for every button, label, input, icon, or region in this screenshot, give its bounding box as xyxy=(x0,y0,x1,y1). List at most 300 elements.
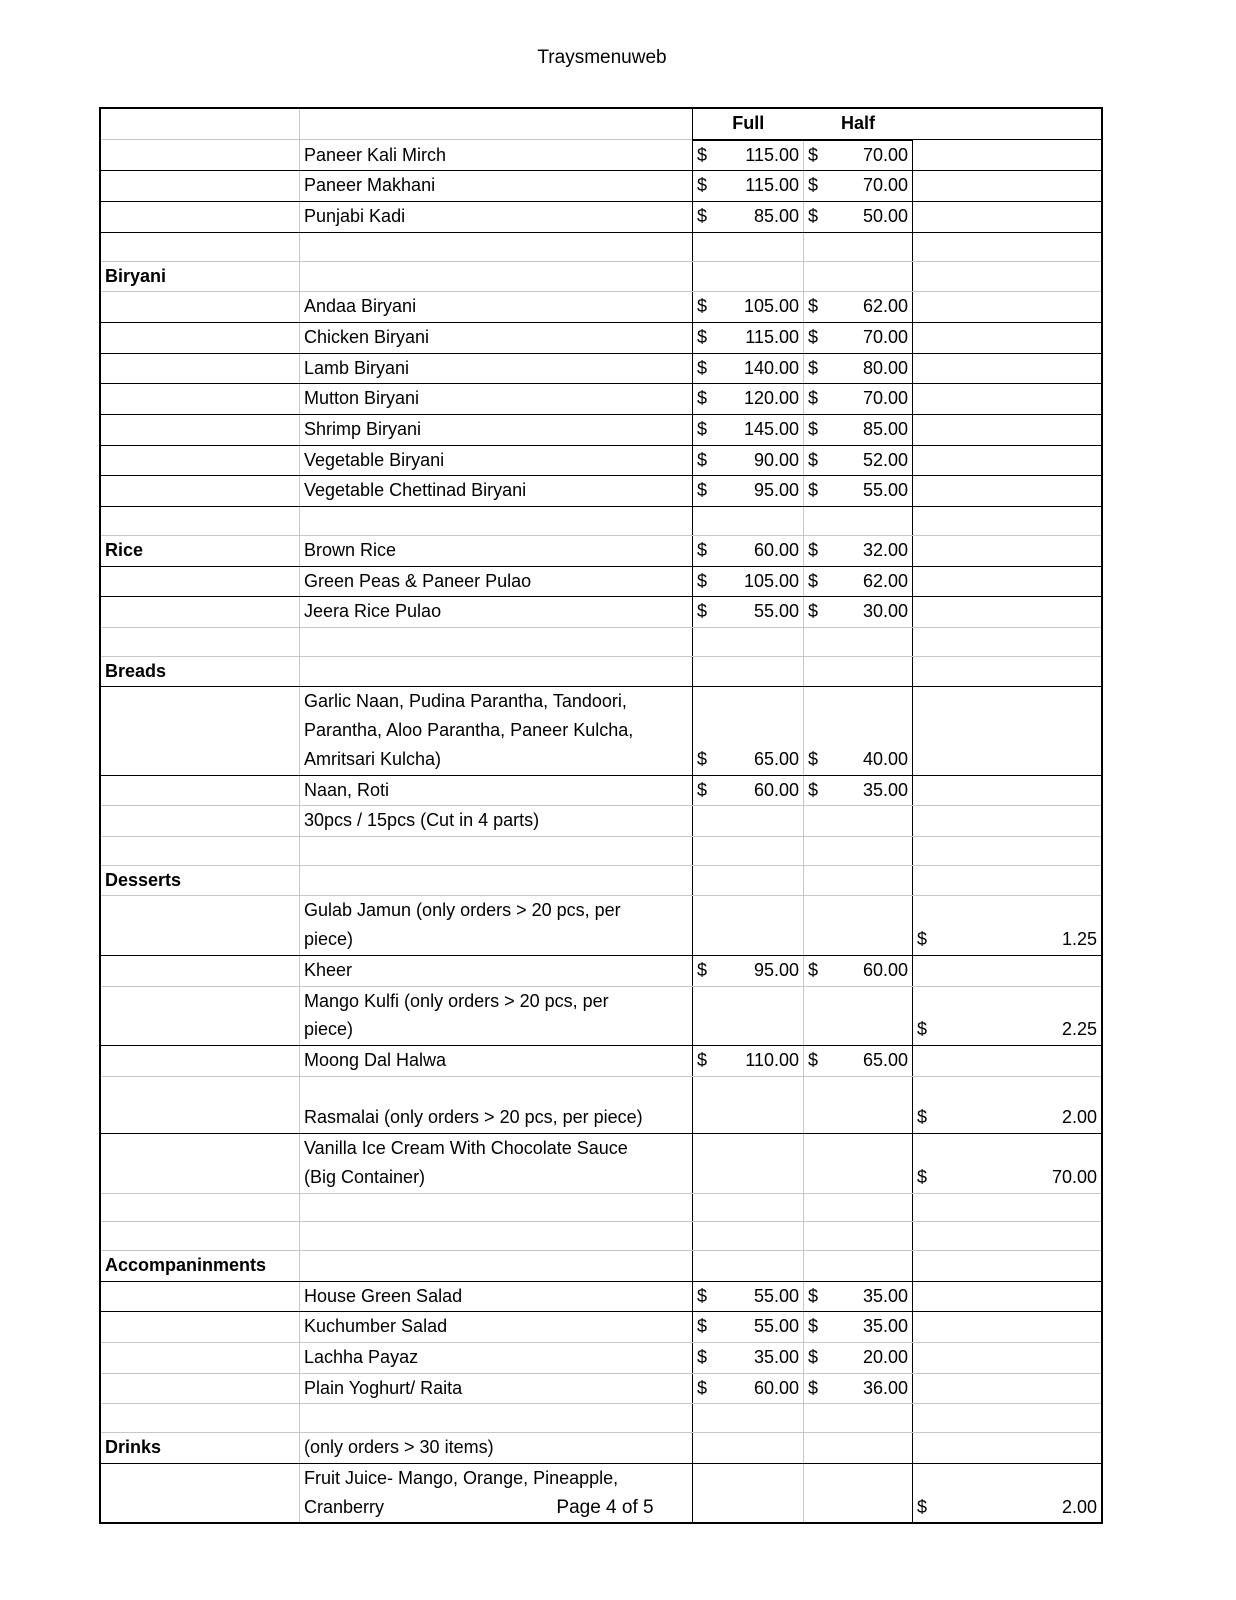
half-price xyxy=(804,232,913,261)
category-label xyxy=(100,353,300,384)
item-name xyxy=(300,1193,693,1222)
price-value: 55.00 xyxy=(862,480,908,501)
price-value: 55.00 xyxy=(753,601,799,622)
price-value: 1.25 xyxy=(1061,929,1097,950)
currency-symbol: $ xyxy=(808,357,819,378)
currency-symbol: $ xyxy=(808,959,819,980)
unit-price xyxy=(913,566,1103,597)
category-label xyxy=(100,415,300,446)
currency-symbol: $ xyxy=(697,1285,708,1306)
unit-price xyxy=(913,384,1103,415)
category-label xyxy=(100,628,300,657)
full-price xyxy=(693,955,804,986)
item-name: Vegetable Chettinad Biryani xyxy=(300,476,693,507)
price-value: 2.00 xyxy=(1061,1496,1097,1517)
price-value: 95.00 xyxy=(753,959,799,980)
currency-symbol: $ xyxy=(808,1347,819,1368)
half-price xyxy=(804,535,913,566)
table-row xyxy=(100,1343,1102,1374)
currency-symbol: $ xyxy=(697,419,708,440)
currency-symbol: $ xyxy=(808,570,819,591)
blank-row xyxy=(100,1404,1102,1433)
unit-price xyxy=(913,1045,1103,1076)
unit-price xyxy=(913,775,1103,806)
full-price xyxy=(693,865,804,896)
currency-symbol: $ xyxy=(808,419,819,440)
table-row xyxy=(100,896,1102,955)
category-label xyxy=(100,476,300,507)
unit-price xyxy=(913,1404,1103,1433)
category-row xyxy=(100,261,1102,292)
price-value: 32.00 xyxy=(862,539,908,560)
half-price xyxy=(804,1404,913,1433)
currency-symbol: $ xyxy=(808,1316,819,1337)
full-price xyxy=(693,322,804,353)
currency-symbol: $ xyxy=(697,1377,708,1398)
item-name xyxy=(300,507,693,536)
item-name xyxy=(300,232,693,261)
full-price xyxy=(693,445,804,476)
table-row xyxy=(100,1281,1102,1312)
price-value: 70.00 xyxy=(862,175,908,196)
full-price xyxy=(693,384,804,415)
category-row xyxy=(100,656,1102,687)
unit-price xyxy=(913,353,1103,384)
item-name: Rasmalai (only orders > 20 pcs, per piece) xyxy=(300,1076,693,1133)
table-row xyxy=(100,415,1102,446)
unit-price xyxy=(913,656,1103,687)
item-name: Andaa Biryani xyxy=(300,292,693,323)
price-value: 20.00 xyxy=(862,1347,908,1368)
full-price xyxy=(693,896,804,955)
currency-symbol: $ xyxy=(697,539,708,560)
category-label xyxy=(100,1373,300,1404)
half-price xyxy=(804,1222,913,1251)
unit-price xyxy=(913,628,1103,657)
unit-price xyxy=(913,292,1103,323)
currency-symbol: $ xyxy=(697,449,708,470)
item-name: Jeera Rice Pulao xyxy=(300,597,693,628)
category-row xyxy=(100,1433,1102,1464)
half-price xyxy=(804,415,913,446)
unit-price xyxy=(913,1373,1103,1404)
price-value: 120.00 xyxy=(743,388,799,409)
price-value: 2.00 xyxy=(1061,1107,1097,1128)
price-value: 140.00 xyxy=(743,357,799,378)
currency-symbol: $ xyxy=(697,357,708,378)
category-label xyxy=(100,836,300,865)
currency-symbol: $ xyxy=(697,601,708,622)
full-price xyxy=(693,1250,804,1281)
column-header-full: Full xyxy=(693,108,804,140)
category-label xyxy=(100,986,300,1045)
price-value: 95.00 xyxy=(753,480,799,501)
currency-symbol: $ xyxy=(808,779,819,800)
currency-symbol: $ xyxy=(808,144,819,165)
currency-symbol: $ xyxy=(697,388,708,409)
currency-symbol: $ xyxy=(808,1377,819,1398)
category-label: Accompaninments xyxy=(100,1250,300,1281)
price-value: 115.00 xyxy=(745,144,799,165)
unit-price xyxy=(913,1076,1103,1133)
blank-row xyxy=(100,232,1102,261)
unit-price xyxy=(913,232,1103,261)
blank-row xyxy=(100,1222,1102,1251)
item-name: (only orders > 30 items) xyxy=(300,1433,693,1464)
currency-symbol: $ xyxy=(808,206,819,227)
currency-symbol: $ xyxy=(697,959,708,980)
full-price xyxy=(693,1134,804,1193)
price-value: 115.00 xyxy=(745,175,799,196)
item-name: Mutton Biryani xyxy=(300,384,693,415)
unit-price xyxy=(913,836,1103,865)
unit-price xyxy=(913,171,1103,202)
item-name: Plain Yoghurt/ Raita xyxy=(300,1373,693,1404)
category-label: Biryani xyxy=(100,261,300,292)
full-price xyxy=(693,415,804,446)
category-label xyxy=(100,507,300,536)
full-price xyxy=(693,1076,804,1133)
currency-symbol: $ xyxy=(697,206,708,227)
half-price xyxy=(804,1281,913,1312)
item-name: 30pcs / 15pcs (Cut in 4 parts) xyxy=(300,806,693,837)
item-name xyxy=(300,656,693,687)
category-row xyxy=(100,1250,1102,1281)
full-price xyxy=(693,507,804,536)
price-value: 52.00 xyxy=(862,449,908,470)
price-value: 115.00 xyxy=(745,326,799,347)
currency-symbol: $ xyxy=(697,570,708,591)
table-row xyxy=(100,566,1102,597)
item-name xyxy=(300,865,693,896)
category-label xyxy=(100,140,300,171)
item-name xyxy=(300,1404,693,1433)
item-name: Garlic Naan, Pudina Parantha, Tandoori, Parantha, Aloo Parantha, Paneer Kulcha, Amritsari Kulcha) xyxy=(300,687,693,775)
half-price xyxy=(804,656,913,687)
currency-symbol: $ xyxy=(808,1285,819,1306)
full-price xyxy=(693,1373,804,1404)
price-value: 50.00 xyxy=(862,206,908,227)
unit-price xyxy=(913,1343,1103,1374)
price-value: 145.00 xyxy=(743,419,799,440)
menu-price-table xyxy=(99,107,1103,1524)
half-price xyxy=(804,986,913,1045)
currency-symbol: $ xyxy=(917,929,928,950)
table-row xyxy=(100,986,1102,1045)
currency-symbol: $ xyxy=(808,539,819,560)
table-row xyxy=(100,1312,1102,1343)
price-value: 60.00 xyxy=(862,959,908,980)
currency-symbol: $ xyxy=(697,1347,708,1368)
unit-price xyxy=(913,1250,1103,1281)
unit-price xyxy=(913,597,1103,628)
item-name: Lamb Biryani xyxy=(300,353,693,384)
unit-price xyxy=(913,445,1103,476)
item-name: Lachha Payaz xyxy=(300,1343,693,1374)
full-price xyxy=(693,597,804,628)
currency-symbol: $ xyxy=(697,1049,708,1070)
unit-price xyxy=(913,261,1103,292)
table-row xyxy=(100,476,1102,507)
table-row xyxy=(100,140,1102,171)
price-value: 90.00 xyxy=(753,449,799,470)
table-row xyxy=(100,445,1102,476)
item-name: Moong Dal Halwa xyxy=(300,1045,693,1076)
blank-row xyxy=(100,1193,1102,1222)
item-name: Shrimp Biryani xyxy=(300,415,693,446)
table-row xyxy=(100,1373,1102,1404)
unit-price xyxy=(913,1281,1103,1312)
price-value: 62.00 xyxy=(862,296,908,317)
full-price xyxy=(693,1281,804,1312)
category-label xyxy=(100,806,300,837)
category-label xyxy=(100,1045,300,1076)
unit-price xyxy=(913,955,1103,986)
category-label xyxy=(100,322,300,353)
category-label: Breads xyxy=(100,656,300,687)
unit-price xyxy=(913,896,1103,955)
category-label xyxy=(100,1312,300,1343)
price-value: 55.00 xyxy=(753,1285,799,1306)
full-price xyxy=(693,1404,804,1433)
item-name: Vanilla Ice Cream With Chocolate Sauce (Big Container) xyxy=(300,1134,693,1193)
full-price xyxy=(693,687,804,775)
currency-symbol: $ xyxy=(808,480,819,501)
half-price xyxy=(804,353,913,384)
half-price xyxy=(804,1045,913,1076)
category-label xyxy=(100,1193,300,1222)
category-label xyxy=(100,566,300,597)
category-label xyxy=(100,202,300,233)
item-name xyxy=(300,1250,693,1281)
full-price xyxy=(693,806,804,837)
unit-price xyxy=(913,535,1103,566)
price-value: 35.00 xyxy=(862,1316,908,1337)
price-value: 35.00 xyxy=(862,1285,908,1306)
full-price xyxy=(693,232,804,261)
unit-price xyxy=(913,687,1103,775)
category-label: Desserts xyxy=(100,865,300,896)
table-row xyxy=(100,384,1102,415)
blank-row xyxy=(100,836,1102,865)
half-price xyxy=(804,261,913,292)
half-price xyxy=(804,597,913,628)
item-name: Chicken Biryani xyxy=(300,322,693,353)
currency-symbol: $ xyxy=(808,296,819,317)
price-value: 70.00 xyxy=(862,388,908,409)
half-price xyxy=(804,628,913,657)
full-price xyxy=(693,628,804,657)
category-label xyxy=(100,1404,300,1433)
currency-symbol: $ xyxy=(697,779,708,800)
price-value: 60.00 xyxy=(753,1377,799,1398)
item-name: Naan, Roti xyxy=(300,775,693,806)
column-header-half: Half xyxy=(804,108,913,140)
half-price xyxy=(804,1343,913,1374)
unit-price xyxy=(913,865,1103,896)
currency-symbol: $ xyxy=(808,175,819,196)
category-label xyxy=(100,1343,300,1374)
category-label xyxy=(100,955,300,986)
currency-symbol: $ xyxy=(917,1166,928,1187)
item-name xyxy=(300,261,693,292)
half-price xyxy=(804,687,913,775)
category-label xyxy=(100,1222,300,1251)
table-row xyxy=(100,1134,1102,1193)
half-price xyxy=(804,896,913,955)
unit-price xyxy=(913,1134,1103,1193)
table-row xyxy=(100,1045,1102,1076)
full-price xyxy=(693,261,804,292)
currency-symbol: $ xyxy=(697,748,708,769)
price-value: 80.00 xyxy=(862,357,908,378)
half-price xyxy=(804,865,913,896)
price-value: 70.00 xyxy=(1051,1166,1097,1187)
category-label xyxy=(100,597,300,628)
category-label xyxy=(100,1076,300,1133)
half-price xyxy=(804,1134,913,1193)
currency-symbol: $ xyxy=(697,175,708,196)
price-value: 65.00 xyxy=(862,1049,908,1070)
item-name: Mango Kulfi (only orders > 20 pcs, per piece) xyxy=(300,986,693,1045)
full-price xyxy=(693,476,804,507)
category-label xyxy=(100,445,300,476)
price-value: 2.25 xyxy=(1061,1019,1097,1040)
price-value: 35.00 xyxy=(753,1347,799,1368)
price-value: 105.00 xyxy=(743,570,799,591)
half-price xyxy=(804,140,913,171)
unit-price xyxy=(913,1222,1103,1251)
table-row xyxy=(100,202,1102,233)
table-row xyxy=(100,292,1102,323)
table-row xyxy=(100,171,1102,202)
price-value: 35.00 xyxy=(862,779,908,800)
currency-symbol: $ xyxy=(808,449,819,470)
table-row xyxy=(100,353,1102,384)
category-label xyxy=(100,171,300,202)
half-price xyxy=(804,566,913,597)
unit-price xyxy=(913,140,1103,171)
category-label: Drinks xyxy=(100,1433,300,1464)
category-label xyxy=(100,775,300,806)
unit-price xyxy=(913,322,1103,353)
currency-symbol: $ xyxy=(808,748,819,769)
half-price xyxy=(804,384,913,415)
item-name xyxy=(300,1222,693,1251)
half-price xyxy=(804,292,913,323)
table-row xyxy=(100,806,1102,837)
category-label xyxy=(100,232,300,261)
category-row xyxy=(100,865,1102,896)
full-price xyxy=(693,836,804,865)
full-price xyxy=(693,535,804,566)
price-value: 36.00 xyxy=(862,1377,908,1398)
currency-symbol: $ xyxy=(808,1049,819,1070)
currency-symbol: $ xyxy=(917,1107,928,1128)
item-name: Kheer xyxy=(300,955,693,986)
unit-price xyxy=(913,476,1103,507)
price-value: 30.00 xyxy=(862,601,908,622)
item-name xyxy=(300,836,693,865)
item-name: Brown Rice xyxy=(300,535,693,566)
category-label xyxy=(100,896,300,955)
currency-symbol: $ xyxy=(808,388,819,409)
currency-symbol: $ xyxy=(697,144,708,165)
price-value: 60.00 xyxy=(753,779,799,800)
price-value: 65.00 xyxy=(753,748,799,769)
full-price xyxy=(693,202,804,233)
currency-symbol: $ xyxy=(808,326,819,347)
category-label: Rice xyxy=(100,535,300,566)
table-row xyxy=(100,955,1102,986)
category-label xyxy=(100,1134,300,1193)
item-name: Paneer Kali Mirch xyxy=(300,140,693,171)
currency-symbol: $ xyxy=(697,480,708,501)
table-header-row xyxy=(100,108,1102,140)
page-header-title: Traysmenuweb xyxy=(537,47,667,68)
price-value: 70.00 xyxy=(862,326,908,347)
half-price xyxy=(804,171,913,202)
half-price xyxy=(804,507,913,536)
full-price xyxy=(693,775,804,806)
category-label xyxy=(100,384,300,415)
table-row xyxy=(100,597,1102,628)
price-value: 110.00 xyxy=(745,1049,799,1070)
currency-symbol: $ xyxy=(808,601,819,622)
unit-price xyxy=(913,1433,1103,1464)
price-value: 55.00 xyxy=(753,1316,799,1337)
category-label xyxy=(100,687,300,775)
price-value: 85.00 xyxy=(862,419,908,440)
price-value: 62.00 xyxy=(862,570,908,591)
currency-symbol: $ xyxy=(697,296,708,317)
currency-symbol: $ xyxy=(697,1316,708,1337)
price-value: 40.00 xyxy=(862,748,908,769)
full-price xyxy=(693,986,804,1045)
full-price xyxy=(693,1045,804,1076)
half-price xyxy=(804,1250,913,1281)
page-number: Page 4 of 5 xyxy=(556,1497,654,1518)
unit-price xyxy=(913,507,1103,536)
item-name: Vegetable Biryani xyxy=(300,445,693,476)
table-row xyxy=(100,1076,1102,1133)
full-price xyxy=(693,171,804,202)
half-price xyxy=(804,1076,913,1133)
half-price xyxy=(804,445,913,476)
table-row xyxy=(100,322,1102,353)
category-label xyxy=(100,292,300,323)
half-price xyxy=(804,1312,913,1343)
item-name: Punjabi Kadi xyxy=(300,202,693,233)
half-price xyxy=(804,1193,913,1222)
full-price xyxy=(693,1222,804,1251)
full-price xyxy=(693,292,804,323)
price-value: 105.00 xyxy=(743,296,799,317)
half-price xyxy=(804,775,913,806)
half-price xyxy=(804,836,913,865)
half-price xyxy=(804,202,913,233)
full-price xyxy=(693,656,804,687)
full-price xyxy=(693,353,804,384)
item-name xyxy=(300,628,693,657)
currency-symbol: $ xyxy=(697,326,708,347)
item-name: House Green Salad xyxy=(300,1281,693,1312)
unit-price xyxy=(913,1193,1103,1222)
item-name: Kuchumber Salad xyxy=(300,1312,693,1343)
half-price xyxy=(804,806,913,837)
unit-price xyxy=(913,202,1103,233)
blank-row xyxy=(100,507,1102,536)
